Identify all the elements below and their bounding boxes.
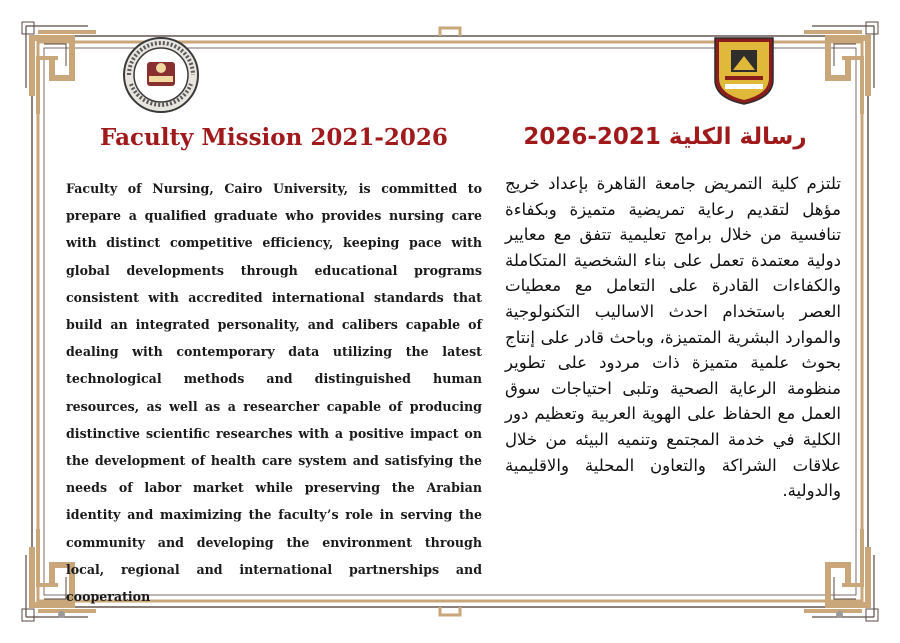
cairo-university-shield-logo — [711, 36, 777, 106]
mission-title-english: Faculty Mission 2021-2026 — [100, 124, 448, 151]
frame-dot — [58, 611, 65, 618]
mission-text-arabic: تلتزم كلية التمريض جامعة القاهرة بإعداد خريج مؤهل لتقديم رعاية تمريضية متميزة وبكفاءة تنافسية من خلال برامج تعليمية تتفق مع معايير دولية معتمدة تعمل على بناء الشخصية المتكاملة والكفاءات القادرة على التعامل مع معطيات العصر باستخدام احدث الاساليب التكنولوجية والموارد البشرية المتميزة، وباحث قادر على إنتاج بحوث علمية متميزة ذات مردود على تطوير منظومة الرعاية الصحية وتلبى احتياجات سوق العمل مع الحفاظ على الهوية العربية وتعظيم دور الكلية في خدمة المجتمع وتنميه البيئه من خلال علاقات الشراكة والتعاون المحلية والاقليمية والدولية. — [505, 174, 841, 501]
mission-text-english: Faculty of Nursing, Cairo University, is committed to prepare a qualified graduate who provides nursing care with distinct competitive efficiency, keeping pace with global developments through educational programs consistent with accredited international standards that build an integrated personality, and calibers capable of dealing with contemporary data utilizing the latest technological methods and distinguished human resources, as well as a researcher capable of producing distinctive scientific researches with a positive impact on the development of health care system and satisfying the needs of labor market while preserving the Arabian identity and maximizing the faculty’s role in serving the community and developing the environment through local, regional and international partnerships and cooperation — [66, 181, 482, 605]
frame-dot — [836, 611, 843, 618]
mission-title-arabic: رسالة الكلية 2021-2026 — [523, 124, 807, 150]
faculty-seal-logo — [113, 36, 209, 114]
